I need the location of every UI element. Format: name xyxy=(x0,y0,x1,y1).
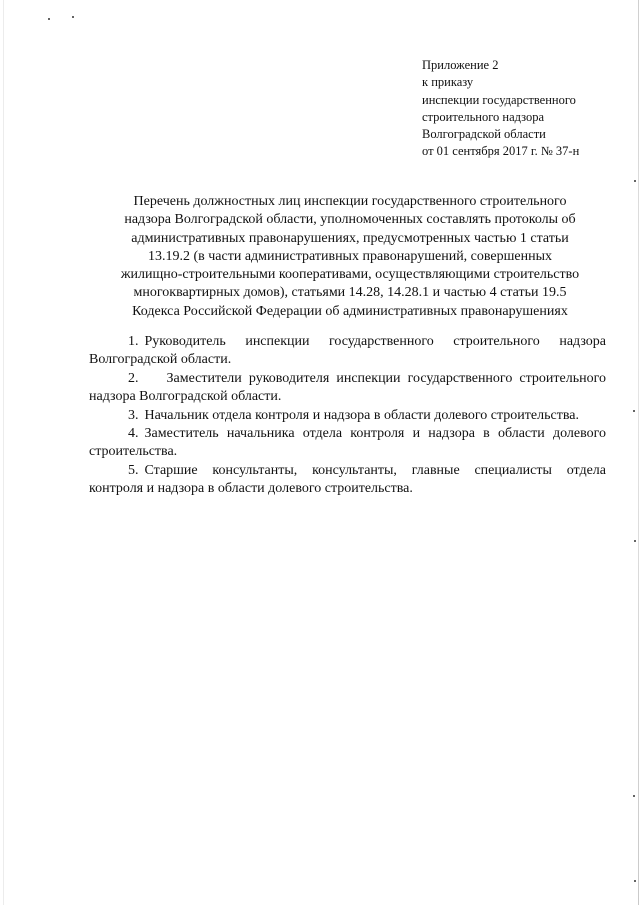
list-item-text: Заместитель начальника отдела контроля и надзора в области долевого строительства. xyxy=(89,426,606,460)
title-line: надзора Волгоградской области, уполномоченных составлять протоколы об xyxy=(124,212,576,228)
attachment-line: Приложение 2 xyxy=(422,58,499,72)
scan-speck xyxy=(634,180,636,182)
list-item xyxy=(89,425,606,462)
attachment-line: строительного надзора xyxy=(422,109,545,124)
scan-right-edge xyxy=(638,0,639,905)
list-item xyxy=(89,370,606,407)
list-item-text: Старшие консультанты, консультанты, главные специалисты отдела контроля и надзора в области долевого строительства. xyxy=(89,462,606,497)
list-item-text: Заместители руководителя инспекции государственного строительного надзора Волгоградской области. xyxy=(89,370,606,405)
document-title xyxy=(88,193,612,321)
list-item xyxy=(89,462,606,499)
scan-speck xyxy=(48,18,50,20)
title-line: многоквартирных домов), статьями 14.28, 14.28.1 и частью 4 статьи 19.5 xyxy=(133,285,567,301)
list-item-number: 4. xyxy=(128,426,139,442)
list-item-number: 5. xyxy=(128,462,139,478)
scan-speck xyxy=(72,16,74,18)
list-item-text: Начальник отдела контроля и надзора в области долевого строительства. xyxy=(144,407,579,423)
list-item-number: 3. xyxy=(128,407,139,423)
title-line: Кодекса Российской Федерации об административных правонарушениях xyxy=(132,303,568,319)
list-item-text: Руководитель инспекции государственного строительного надзора Волгоградской области. xyxy=(89,334,606,368)
scan-speck xyxy=(634,880,636,882)
scan-speck xyxy=(633,795,635,797)
scan-left-edge xyxy=(3,0,4,905)
list-item-number: 1. xyxy=(128,334,139,349)
list-item xyxy=(89,333,606,370)
attachment-line: к приказу xyxy=(422,75,474,90)
list-item xyxy=(89,407,606,425)
title-line: жилищно-строительными кооперативами, осуществляющими строительство xyxy=(120,267,580,283)
officials-list xyxy=(89,333,606,499)
attachment-line: Волгоградской области xyxy=(422,127,546,142)
scan-speck xyxy=(633,410,635,412)
attachment-header xyxy=(422,57,622,161)
attachment-line: от 01 сентября 2017 г. № 37-н xyxy=(422,144,580,159)
title-line: административных правонарушениях, предусмотренных частью 1 статьи xyxy=(131,230,569,246)
attachment-line: инспекции государственного xyxy=(422,92,576,107)
scan-speck xyxy=(634,540,636,542)
title-line: 13.19.2 (в части административных правонарушений, совершенных xyxy=(147,248,553,264)
title-line: Перечень должностных лиц инспекции государственного строительного xyxy=(133,194,567,209)
list-item-number: 2. xyxy=(128,370,139,386)
